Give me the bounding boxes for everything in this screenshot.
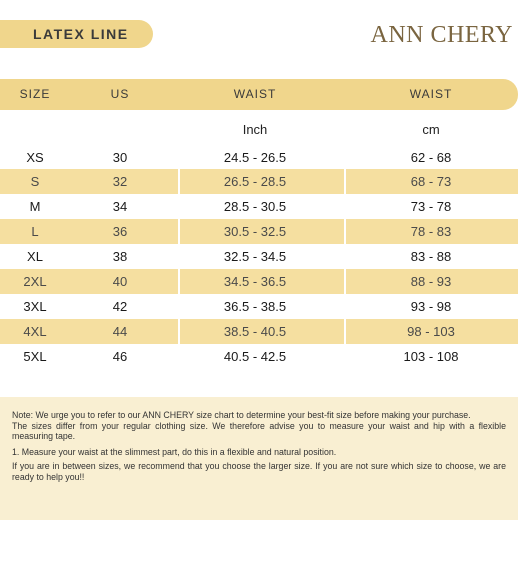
us-cell: 44: [112, 324, 128, 339]
table-row: [0, 244, 518, 269]
waist-cm-cell: 93 - 98: [410, 299, 452, 314]
size-cell: M: [29, 199, 41, 214]
us-cell: 46: [112, 349, 128, 364]
table-row: [0, 344, 518, 369]
size-cell: 2XL: [23, 274, 47, 289]
waist-inch-cell: 30.5 - 32.5: [223, 224, 287, 239]
column-header-waist-inch: WAIST: [233, 87, 277, 101]
size-cell: 3XL: [23, 299, 47, 314]
note-text: The sizes differ from your regular clothing size. We therefore advise you to measure your waist and hip with a flexible measuring tape.: [12, 420, 506, 441]
waist-inch-cell: 34.5 - 36.5: [223, 274, 287, 289]
waist-cm-cell: 98 - 103: [407, 324, 455, 339]
waist-cm-cell: 68 - 73: [410, 174, 452, 189]
column-header-us: US: [110, 87, 130, 101]
us-cell: 32: [112, 174, 128, 189]
unit-label-cm: cm: [422, 122, 440, 137]
waist-cm-cell: 78 - 83: [410, 224, 452, 239]
us-cell: 42: [112, 299, 128, 314]
product-line-label: LATEX LINE: [33, 26, 129, 42]
size-cell: S: [30, 174, 40, 189]
size-cell: L: [31, 224, 39, 239]
waist-inch-cell: 32.5 - 34.5: [223, 249, 287, 264]
waist-cm-cell: 88 - 93: [410, 274, 452, 289]
table-row: [0, 319, 518, 344]
product-line-badge: [0, 20, 153, 48]
waist-cm-cell: 83 - 88: [410, 249, 452, 264]
unit-label-inch: Inch: [242, 122, 268, 137]
waist-cm-cell: 62 - 68: [410, 150, 452, 165]
us-cell: 30: [112, 150, 128, 165]
waist-cm-cell: 73 - 78: [410, 199, 452, 214]
note-text: If you are in between sizes, we recommend that you choose the larger size. If you are not sure which size to choose, we are ready to help you!!: [12, 461, 506, 482]
us-cell: 40: [112, 274, 128, 289]
waist-inch-cell: 40.5 - 42.5: [223, 349, 287, 364]
table-row: [0, 269, 518, 294]
table-row: [0, 145, 518, 170]
us-cell: 34: [112, 199, 128, 214]
waist-inch-cell: 24.5 - 26.5: [223, 150, 287, 165]
table-row: [0, 219, 518, 244]
size-cell: XS: [26, 150, 44, 165]
note-text: Note: We urge you to refer to our ANN CHERY size chart to determine your best-fit size before making your purchase.: [12, 410, 471, 420]
waist-inch-cell: 36.5 - 38.5: [223, 299, 287, 314]
table-row: [0, 294, 518, 319]
size-cell: 5XL: [23, 349, 47, 364]
waist-inch-cell: 26.5 - 28.5: [223, 174, 287, 189]
waist-inch-cell: 38.5 - 40.5: [223, 324, 287, 339]
size-cell: 4XL: [23, 324, 47, 339]
note-text: 1. Measure your waist at the slimmest part, do this in a flexible and natural position.: [12, 446, 337, 457]
size-cell: XL: [27, 249, 43, 264]
us-cell: 38: [112, 249, 128, 264]
column-header-waist-cm: WAIST: [409, 87, 453, 101]
brand-logo: ANN CHERY: [370, 22, 513, 48]
waist-cm-cell: 103 - 108: [403, 349, 459, 364]
table-row: [0, 194, 518, 219]
column-header-size: SIZE: [19, 87, 51, 101]
table-row: [0, 169, 518, 194]
us-cell: 36: [112, 224, 128, 239]
size-note-box: [0, 397, 518, 520]
waist-inch-cell: 28.5 - 30.5: [223, 199, 287, 214]
